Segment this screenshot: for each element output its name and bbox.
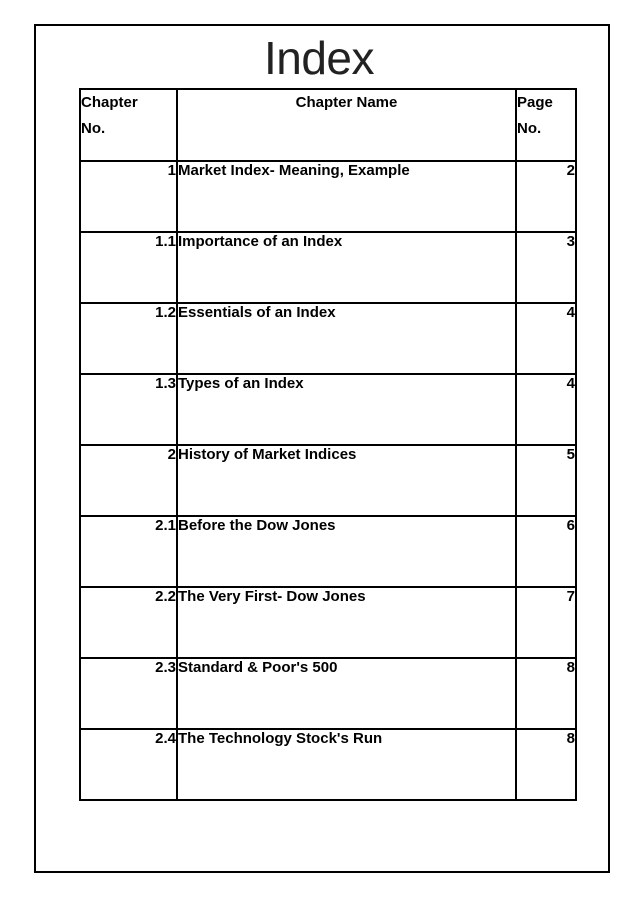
table-row bbox=[80, 161, 576, 232]
chapter-name: Market Index- Meaning, Example bbox=[177, 161, 516, 232]
chapter-number: 2.2 bbox=[80, 587, 177, 658]
page-number: 3 bbox=[516, 232, 576, 303]
chapter-name: Importance of an Index bbox=[177, 232, 516, 303]
table-row bbox=[80, 374, 576, 445]
chapter-number: 1 bbox=[80, 161, 177, 232]
header-row bbox=[80, 89, 576, 161]
chapter-number: 2.4 bbox=[80, 729, 177, 800]
chapter-name: The Technology Stock's Run bbox=[177, 729, 516, 800]
header-chapter-no bbox=[80, 89, 177, 161]
header-page-no bbox=[516, 89, 576, 161]
chapter-number: 1.1 bbox=[80, 232, 177, 303]
chapter-number: 2.3 bbox=[80, 658, 177, 729]
chapter-name: Standard & Poor's 500 bbox=[177, 658, 516, 729]
page-number: 4 bbox=[516, 303, 576, 374]
page-number: 6 bbox=[516, 516, 576, 587]
header-chapter-no-line2: No. bbox=[81, 120, 106, 137]
header-chapter-name: Chapter Name bbox=[177, 89, 516, 161]
page-number: 8 bbox=[516, 658, 576, 729]
table-row bbox=[80, 232, 576, 303]
chapter-name: History of Market Indices bbox=[177, 445, 516, 516]
page-number: 5 bbox=[516, 445, 576, 516]
page-number: 8 bbox=[516, 729, 576, 800]
table-row bbox=[80, 303, 576, 374]
header-page-no-line1: Page bbox=[517, 94, 553, 111]
chapter-name: Essentials of an Index bbox=[177, 303, 516, 374]
chapter-name: Types of an Index bbox=[177, 374, 516, 445]
chapter-name: Before the Dow Jones bbox=[177, 516, 516, 587]
page-number: 4 bbox=[516, 374, 576, 445]
index-table bbox=[79, 88, 577, 801]
chapter-name: The Very First- Dow Jones bbox=[177, 587, 516, 658]
chapter-number: 2 bbox=[80, 445, 177, 516]
header-page-no-line2: No. bbox=[517, 120, 542, 137]
chapter-number: 1.2 bbox=[80, 303, 177, 374]
table-row bbox=[80, 587, 576, 658]
table-row bbox=[80, 658, 576, 729]
header-chapter-no-line1: Chapter bbox=[81, 94, 138, 111]
chapter-number: 2.1 bbox=[80, 516, 177, 587]
page-number: 2 bbox=[516, 161, 576, 232]
chapter-number: 1.3 bbox=[80, 374, 177, 445]
table-row bbox=[80, 729, 576, 800]
page-title: Index bbox=[263, 32, 375, 84]
table-row bbox=[80, 516, 576, 587]
page-number: 7 bbox=[516, 587, 576, 658]
table-row bbox=[80, 445, 576, 516]
